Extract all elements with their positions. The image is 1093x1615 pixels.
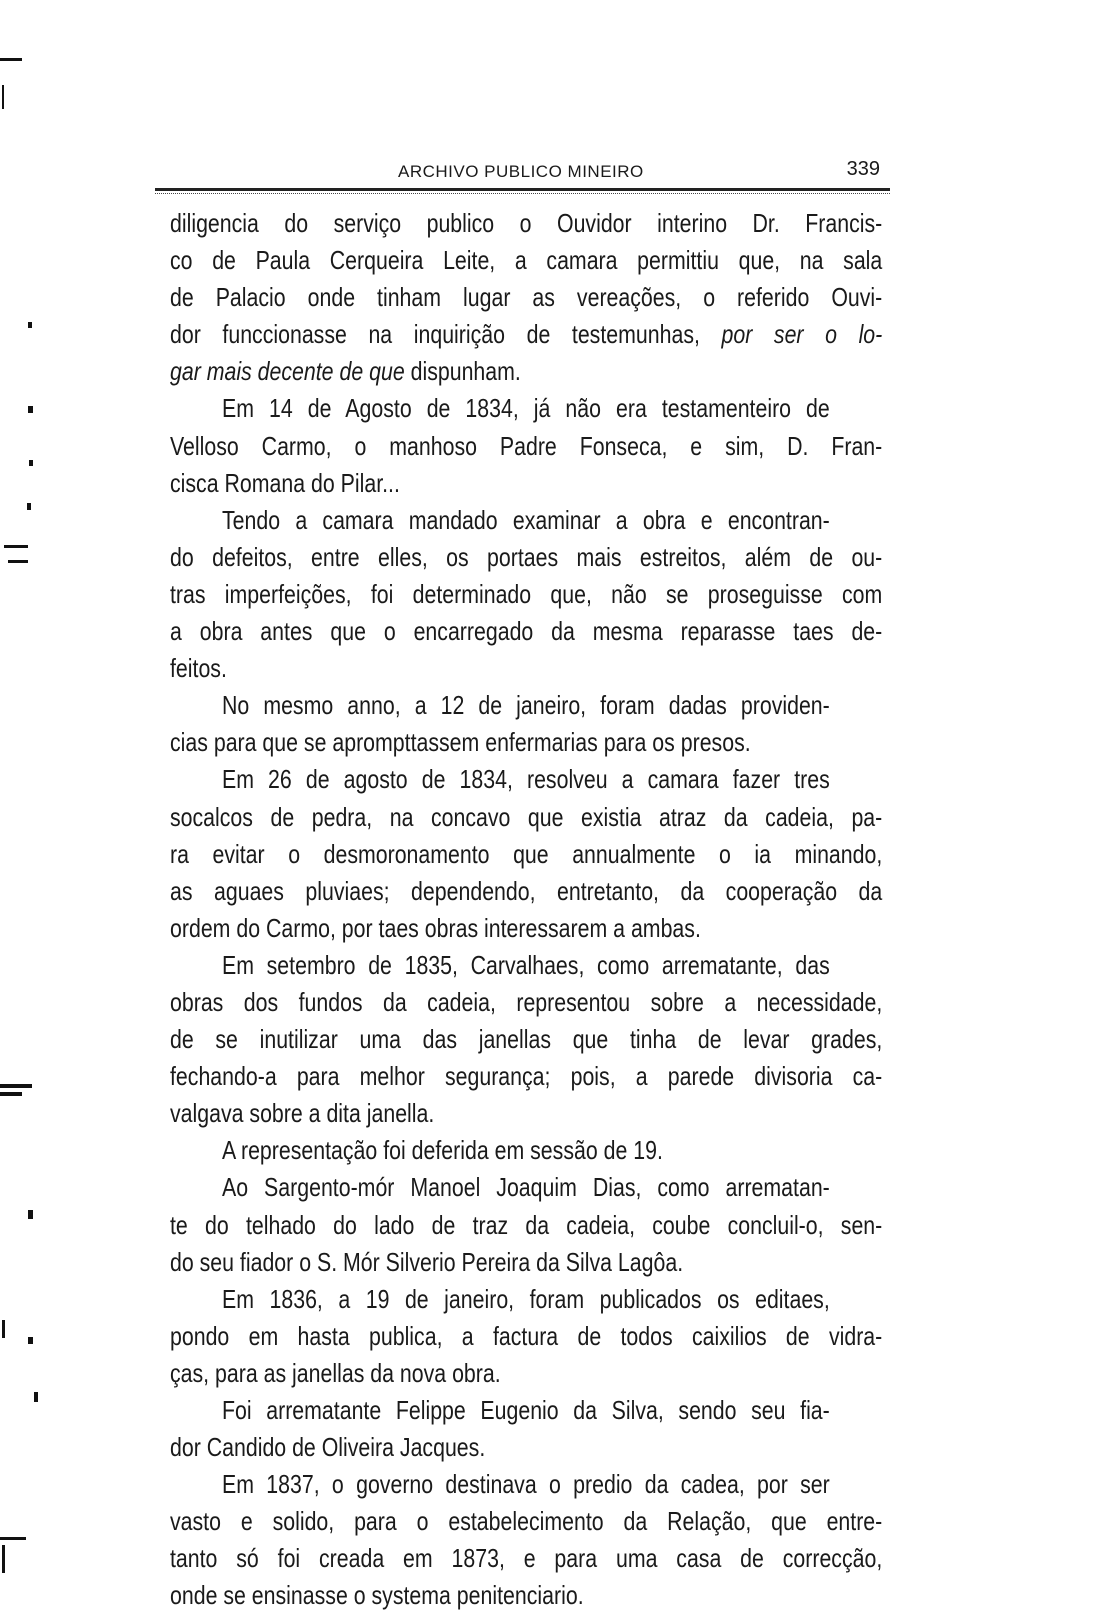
running-title: ARCHIVO PUBLICO MINEIRO (398, 162, 644, 181)
text-line (170, 428, 882, 465)
text-line-content (170, 1207, 882, 1244)
text-run: de se inutilizar uma das janellas que tinha de levar grades, (170, 1024, 883, 1055)
text-line (170, 947, 882, 984)
text-line-content (170, 353, 882, 390)
text-line-content (170, 279, 882, 316)
text-line (170, 1503, 882, 1540)
text-line (170, 539, 882, 576)
text-line-content (170, 836, 882, 873)
text-run: ças, para as janellas da nova obra. (170, 1357, 501, 1388)
text-line (170, 205, 882, 242)
text-line (170, 1021, 882, 1058)
margin-mark (8, 560, 28, 563)
margin-mark (27, 503, 31, 510)
text-line (170, 576, 882, 613)
text-line (170, 279, 882, 316)
text-line-content (170, 910, 882, 947)
text-line (170, 799, 882, 836)
text-run: No mesmo anno, a 12 de janeiro, foram dadas providen- (222, 690, 830, 721)
text-run: diligencia do serviço publico o Ouvidor interino Dr. Francis- (170, 208, 883, 238)
text-line-content (222, 947, 830, 984)
text-run: Em 14 de Agosto de 1834, já não era testamenteiro de (222, 393, 830, 424)
text-run: onde se ensinasse o systema penitenciario. (170, 1580, 584, 1611)
text-line-content (170, 873, 882, 910)
text-line-content (170, 1058, 882, 1095)
text-run: obras dos fundos da cadeia, representou sobre a necessidade, (170, 986, 883, 1017)
text-line-content (170, 1503, 882, 1540)
text-line (170, 1392, 882, 1429)
text-run: dispunham. (404, 356, 521, 387)
text-run: feitos. (170, 653, 227, 684)
text-line (170, 761, 882, 798)
text-run: Foi arrematante Felippe Eugenio da Silva, sendo seu fia- (222, 1395, 830, 1425)
margin-mark (28, 406, 33, 413)
margin-mark (28, 322, 32, 328)
margin-mark (29, 460, 33, 466)
text-run: co de Paula Cerqueira Leite, a camara permittiu que, na sala (170, 245, 883, 276)
text-line-content (222, 1169, 830, 1206)
text-run: cias para que se aprompttassem enfermarias para os presos. (170, 727, 751, 758)
text-line-content (170, 613, 882, 650)
margin-mark (0, 58, 22, 61)
text-run: socalcos de pedra, na concavo que existia atraz da cadeia, pa- (170, 801, 883, 832)
text-line-content (170, 465, 882, 502)
text-line (170, 1318, 882, 1355)
text-line (170, 316, 882, 353)
text-line-content (222, 390, 830, 427)
text-line-content (222, 502, 830, 539)
text-line (170, 1355, 882, 1392)
text-line (170, 1169, 882, 1206)
text-line-content (222, 1466, 830, 1503)
margin-mark (34, 1392, 38, 1402)
text-run: ordem do Carmo, por taes obras interessarem a ambas. (170, 912, 701, 943)
text-line (170, 910, 882, 947)
text-line-content (170, 576, 882, 613)
text-line (170, 1281, 882, 1318)
text-run: cisca Romana do Pilar... (170, 467, 400, 498)
text-line-content (170, 724, 882, 761)
text-run: fechando-a para melhor segurança; pois, a parede divisoria ca- (170, 1061, 883, 1092)
text-run: Ao Sargento-mór Manoel Joaquim Dias, como arrematan- (222, 1172, 830, 1203)
text-line (170, 724, 882, 761)
text-line-content (170, 799, 882, 836)
text-run: vasto e solido, para o estabelecimento da Relação, que entre- (170, 1506, 883, 1537)
text-run: te do telhado do lado de traz da cadeia, coube concluil-o, sen- (170, 1209, 883, 1240)
text-line (170, 1132, 882, 1169)
text-run: de Palacio onde tinham lugar as vereações, o referido Ouvi- (170, 282, 883, 313)
text-line-content (170, 316, 882, 353)
text-line-content (222, 761, 830, 798)
body-text (170, 205, 882, 1615)
text-line (170, 1429, 882, 1466)
text-run: Em setembro de 1835, Carvalhaes, como arrematante, das (222, 949, 830, 980)
text-run: tanto só foi creada em 1873, e para uma casa de correcção, (170, 1543, 883, 1574)
text-line (170, 502, 882, 539)
text-line-content (170, 539, 882, 576)
text-line-content (170, 242, 882, 279)
text-run: valgava sobre a dita janella. (170, 1098, 435, 1129)
text-run: do seu fiador o S. Mór Silverio Pereira da Silva Lagôa. (170, 1246, 684, 1277)
text-line-content (170, 650, 882, 687)
margin-mark (2, 1320, 5, 1338)
text-run: a obra antes que o encarregado da mesma reparasse taes de- (170, 616, 883, 647)
text-line (170, 873, 882, 910)
text-line-content (170, 428, 882, 465)
text-line-content (222, 1392, 830, 1429)
text-line (170, 687, 882, 724)
margin-mark (0, 1084, 32, 1088)
text-line-content (170, 1244, 882, 1281)
text-line-content (170, 1318, 882, 1355)
margin-mark (0, 1537, 26, 1540)
margin-mark (2, 1545, 5, 1573)
text-run: Em 1836, a 19 de janeiro, foram publicados os editaes, (222, 1283, 830, 1314)
text-run: Tendo a camara mandado examinar a obra e encontran- (222, 504, 830, 535)
text-line-content (170, 1540, 882, 1577)
text-line (170, 1540, 882, 1577)
text-line-content (170, 205, 882, 242)
margin-mark (28, 1210, 33, 1219)
text-run: Velloso Carmo, o manhoso Padre Fonseca, e sim, D. Fran- (170, 430, 883, 461)
header-rule (155, 188, 890, 191)
text-run: Em 1837, o governo destinava o predio da cadea, por ser (222, 1469, 830, 1500)
text-line-content (170, 1577, 882, 1614)
text-run: tras imperfeições, foi determinado que, não se proseguisse com (170, 578, 883, 609)
text-line (170, 836, 882, 873)
text-line (170, 465, 882, 502)
margin-mark (0, 1092, 22, 1096)
text-line-content (170, 1355, 882, 1392)
text-run: dor Candido de Oliveira Jacques. (170, 1432, 486, 1463)
text-line (170, 650, 882, 687)
text-line-content (170, 1095, 882, 1132)
text-line-content (222, 1132, 830, 1169)
text-line (170, 242, 882, 279)
text-line (170, 1466, 882, 1503)
text-line-content (222, 1281, 830, 1318)
text-run: Em 26 de agosto de 1834, resolveu a camara fazer tres (222, 764, 830, 795)
text-run: as aguaes pluviaes; dependendo, entretanto, da cooperação da (170, 875, 883, 906)
running-head (150, 158, 890, 188)
margin-mark (28, 1337, 33, 1344)
text-run: dor funccionasse na inquirição de testemunhas, (170, 319, 722, 350)
page-number: 339 (846, 158, 880, 180)
text-line (170, 1095, 882, 1132)
text-run: pondo em hasta publica, a factura de todos caixilios de vidra- (170, 1320, 883, 1351)
italic-run: gar mais decente de que (170, 356, 405, 387)
text-line (170, 613, 882, 650)
text-line (170, 1577, 882, 1614)
text-run: A representação foi deferida em sessão de 19. (222, 1135, 663, 1166)
text-line (170, 390, 882, 427)
margin-mark (4, 545, 28, 548)
margin-mark (2, 85, 4, 109)
text-line (170, 1207, 882, 1244)
italic-run: por ser o lo- (721, 319, 883, 350)
text-line (170, 984, 882, 1021)
text-line-content (170, 1021, 882, 1058)
text-line (170, 1058, 882, 1095)
text-run: do defeitos, entre elles, os portaes mais estreitos, além de ou- (170, 541, 883, 572)
text-line-content (222, 687, 830, 724)
text-run: ra evitar o desmoronamento que annualmente o ia minando, (170, 838, 883, 869)
text-line (170, 353, 882, 390)
text-line-content (170, 984, 882, 1021)
text-line-content (170, 1429, 882, 1466)
text-line (170, 1244, 882, 1281)
